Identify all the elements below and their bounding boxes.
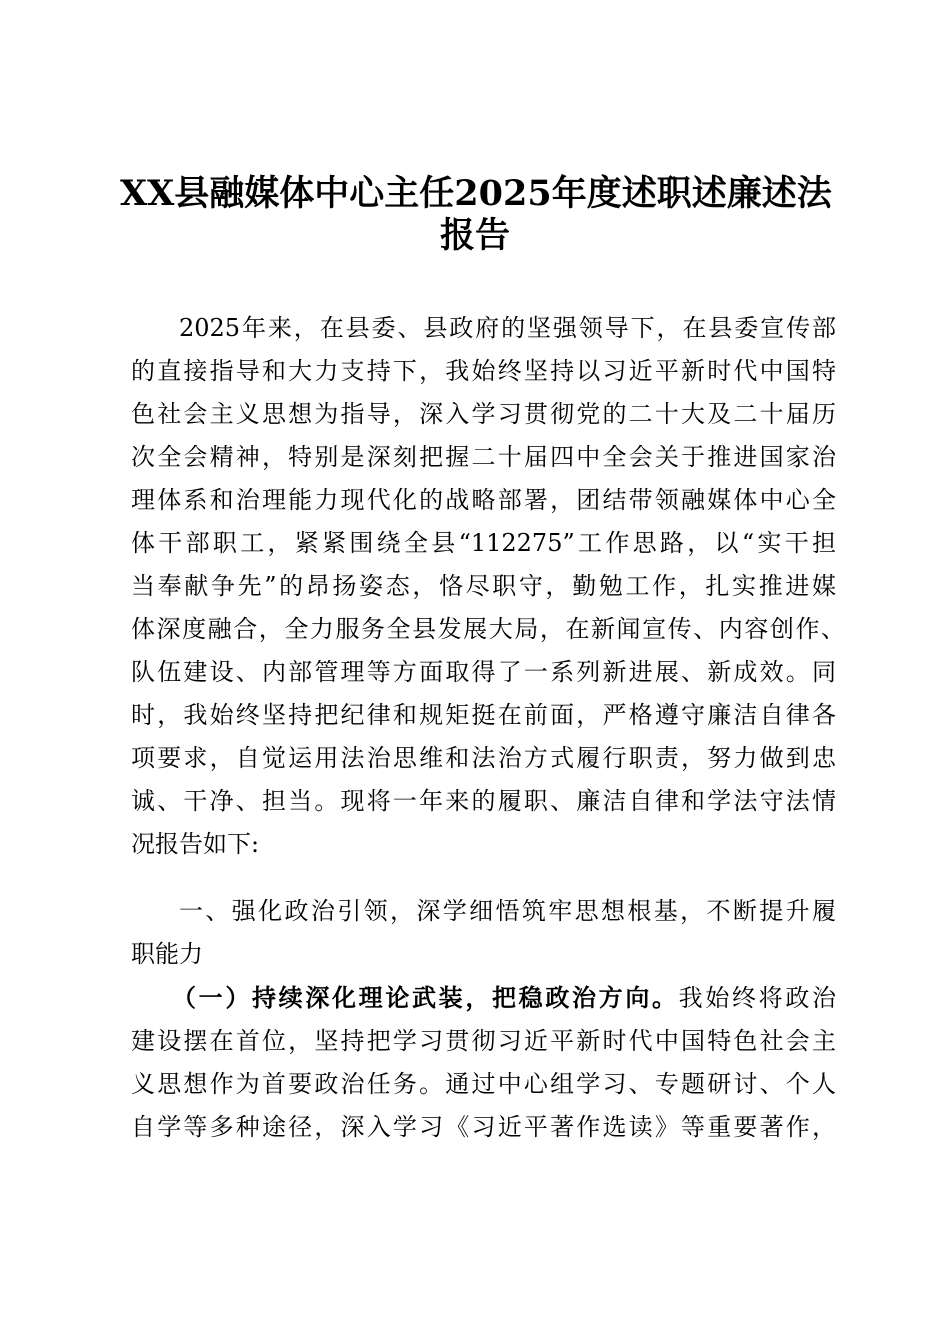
intro-paragraph-line: 时，我始终坚持把纪律和规矩挺在前面，严格遵守廉洁自律各: [131, 701, 836, 729]
intro-paragraph-line: 理体系和治理能力现代化的战略部署，团结带领融媒体中心全: [131, 486, 836, 514]
intro-paragraph-line: 诚、干净、担当。现将一年来的履职、廉洁自律和学法守法情: [131, 787, 836, 815]
subsection-paragraph-line: 建设摆在首位，坚持把学习贯彻习近平新时代中国特色社会主: [131, 1027, 836, 1055]
intro-paragraph-line: 况报告如下:: [131, 830, 260, 858]
document-title-line-2: 报告: [439, 215, 510, 256]
section-heading-line-2: 职能力: [131, 940, 203, 968]
intro-paragraph-line: 项要求，自觉运用法治思维和法治方式履行职责，努力做到忠: [131, 744, 836, 772]
document-title-line-1: XX县融媒体中心主任2025年度述职述廉述法: [120, 173, 832, 214]
intro-paragraph-line: 2025年来，在县委、县政府的坚强领导下，在县委宣传部: [179, 314, 836, 342]
subsection-first-line: [172, 983, 836, 1013]
intro-paragraph-line: 体深度融合，全力服务全县发展大局，在新闻宣传、内容创作、: [131, 615, 845, 643]
subsection-label: （一）持续深化理论武装，把稳政治方向。: [172, 983, 679, 1012]
intro-paragraph-line: 次全会精神，特别是深刻把握二十届四中全会关于推进国家治: [131, 443, 836, 471]
intro-paragraph-line: 体干部职工，紧紧围绕全县“112275”工作思路，以“实干担: [131, 529, 836, 557]
intro-paragraph-line: 当奉献争先”的昂扬姿态，恪尽职守，勤勉工作，扎实推进媒: [131, 572, 836, 600]
subsection-paragraph-line: 自学等多种途径，深入学习《习近平著作选读》等重要著作，: [131, 1113, 836, 1141]
intro-paragraph-line: 色社会主义思想为指导，深入学习贯彻党的二十大及二十届历: [131, 400, 836, 428]
subsection-first-line-text: 我始终将政治: [678, 984, 837, 1012]
section-heading-line-1: 一、强化政治引领，深学细悟筑牢思想根基，不断提升履: [179, 897, 836, 925]
intro-paragraph-line: 队伍建设、内部管理等方面取得了一系列新进展、新成效。同: [131, 658, 836, 686]
intro-paragraph-line: 的直接指导和大力支持下，我始终坚持以习近平新时代中国特: [131, 357, 836, 385]
subsection-paragraph-line: 义思想作为首要政治任务。通过中心组学习、专题研讨、个人: [131, 1070, 836, 1098]
